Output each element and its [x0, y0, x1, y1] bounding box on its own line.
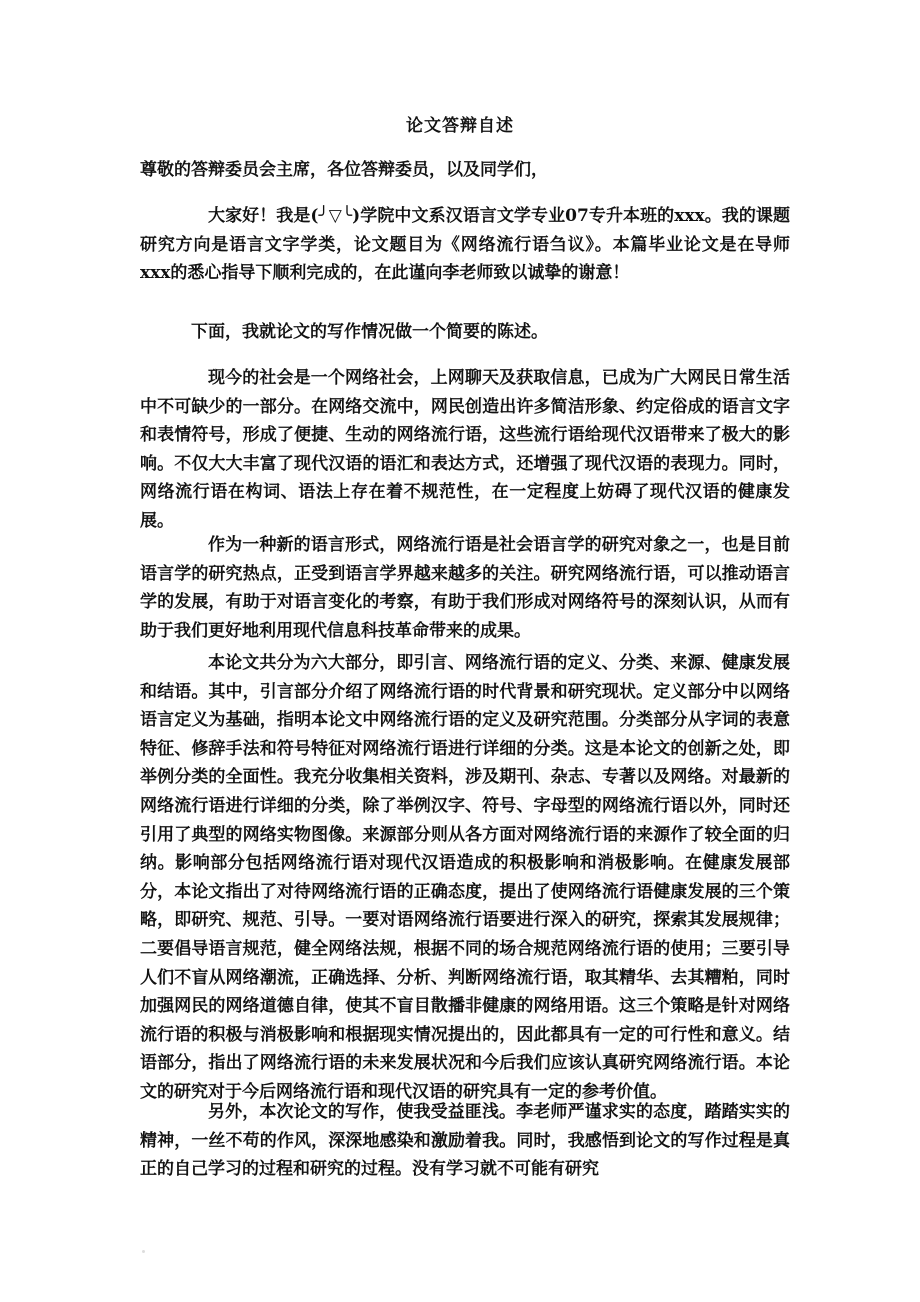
salutation: 尊敬的答辩委员会主席，各位答辩委员，以及同学们， [140, 160, 548, 180]
paragraph-background: 现今的社会是一个网络社会，上网聊天及获取信息，已成为广大网民日常生活中不可缺少的一部分。在网络交流中，网民创造出许多简洁形象、约定俗成的语言文字和表情符号，形成了便捷、生动的网络流行语，这些流行语给现代汉语带来了极大的影响。不仅大大丰富了现代汉语的语汇和表达方式，还增强了现代汉语的表现力。同时，网络流行语在构词、语法上存在着不规范性，在一定程度上妨碍了现代汉语的健康发展。 [140, 368, 790, 531]
paragraph-introduction: 大家好！我是(╯▽╰)学院中文系汉语言文学专业07专升本班的xxx。我的课题研究方向是语言文字学类，论文题目为《网络流行语刍议》。本篇毕业论文是在导师xxx的悉心指导下顺利完成的，在此谨向李老师致以诚挚的谢意！ [140, 206, 790, 284]
paragraph-reflection: 另外，本次论文的写作，使我受益匪浅。李老师严谨求实的态度，踏踏实实的精神，一丝不苟的作风，深深地感染和激励着我。同时，我感悟到论文的写作过程是真正的自己学习的过程和研究的过程。没有学习就不可能有研究 [140, 1102, 790, 1180]
document-title: 论文答辩自述 [406, 116, 514, 136]
paragraph-overview: 下面，我就论文的写作情况做一个简要的陈述。 [191, 322, 548, 342]
paragraph-significance: 作为一种新的语言形式，网络流行语是社会语言学的研究对象之一，也是目前语言学的研究热点，正受到语言学界越来越多的关注。研究网络流行语，可以推动语言学的发展，有助于对语言变化的考察，有助于我们形成对网络符号的深刻认识，从而有助于我们更好地利用现代信息科技革命带来的成果。 [140, 535, 790, 641]
paragraph-structure: 本论文共分为六大部分，即引言、网络流行语的定义、分类、来源、健康发展和结语。其中，引言部分介绍了网络流行语的时代背景和研究现状。定义部分中以网络语言定义为基础，指明本论文中网络流行语的定义及研究范围。分类部分从字词的表意特征、修辞手法和符号特征对网络流行语进行详细的分类。这是本论文的创新之处，即举例分类的全面性。我充分收集相关资料，涉及期刊、杂志、专著以及网络。对最新的网络流行语进行详细的分类，除了举例汉字、符号、字母型的网络流行语以外，同时还引用了典型的网络实物图像。来源部分则从各方面对网络流行语的来源作了较全面的归纳。影响部分包括网络流行语对现代汉语造成的积极影响和消极影响。在健康发展部分，本论文指出了对待网络流行语的正确态度，提出了使网络流行语健康发展的三个策略，即研究、规范、引导。一要对语网络流行语要进行深入的研究，探索其发展规律；二要倡导语言规范，健全网络法规，根据不同的场合规范网络流行语的使用；三要引导人们不盲从网络潮流，正确选择、分析、判断网络流行语，取其精华、去其糟粕，同时加强网民的网络道德自律，使其不盲目散播非健康的网络用语。这三个策略是针对网络流行语的积极与消极影响和根据现实情况提出的，因此都具有一定的可行性和意义。结语部分，指出了网络流行语的未来发展状况和今后我们应该认真研究网络流行语。本论文的研究对于今后网络流行语和现代汉语的研究具有一定的参考价值。 [140, 653, 790, 1102]
scan-speck [142, 1250, 145, 1253]
